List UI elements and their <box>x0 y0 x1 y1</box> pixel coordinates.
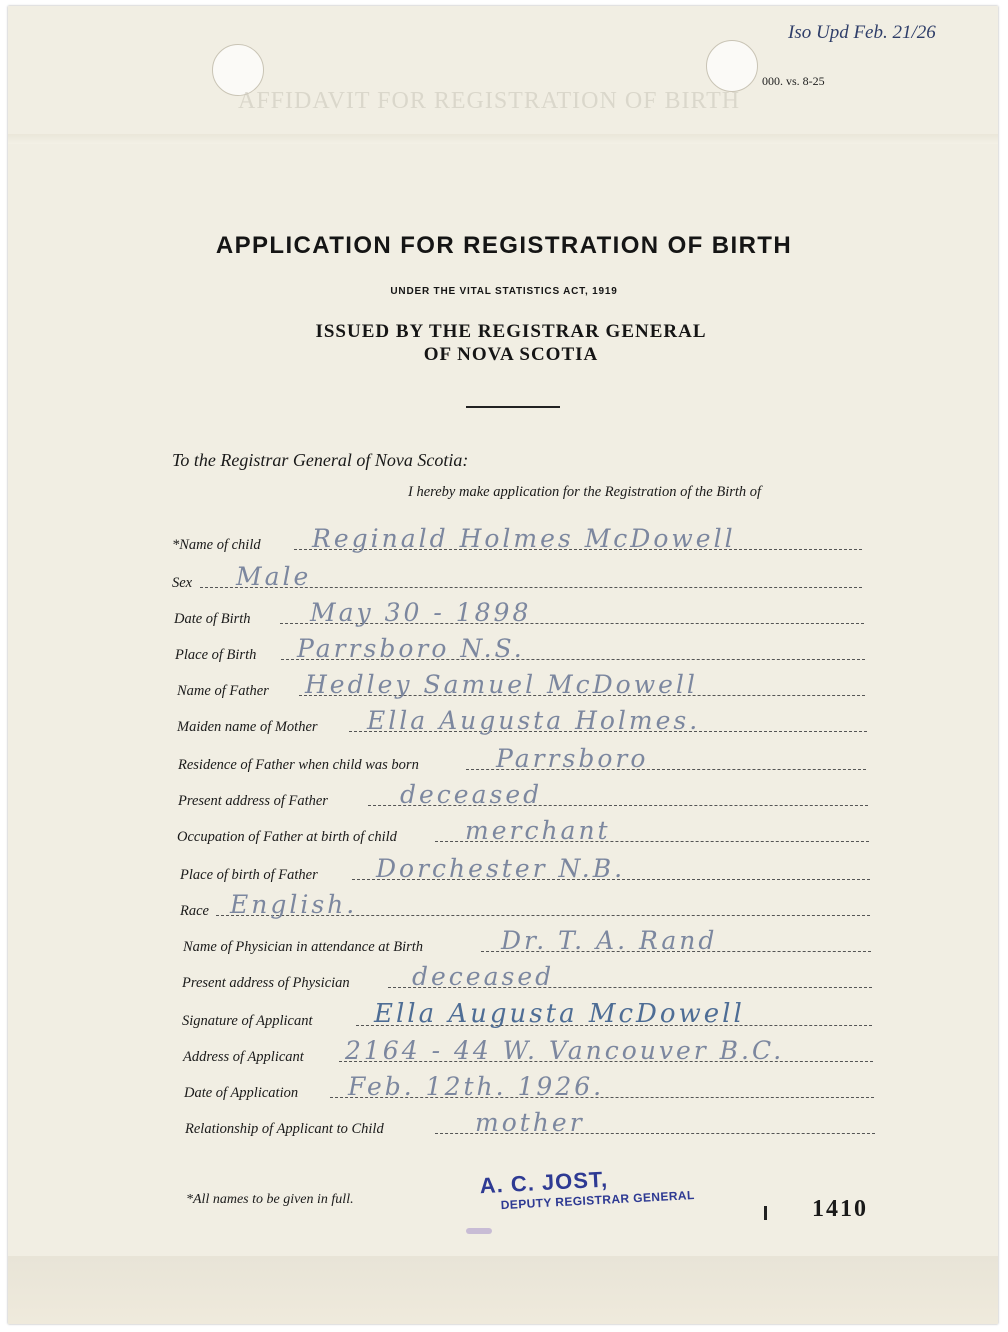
field-race <box>180 890 870 922</box>
act-subtitle: UNDER THE VITAL STATISTICS ACT, 1919 <box>390 286 618 297</box>
field-label: Name of Father <box>177 683 269 699</box>
field-label: Present address of Physician <box>182 975 350 991</box>
field-label: Race <box>180 903 209 919</box>
document-title: APPLICATION FOR REGISTRATION OF BIRTH <box>215 232 793 259</box>
field-label: Maiden name of Mother <box>177 719 318 735</box>
stamp-title: DEPUTY REGISTRAR GENERAL <box>500 1188 695 1213</box>
field-value: deceased <box>412 962 555 991</box>
field-date-of-application <box>184 1072 874 1104</box>
title-divider <box>466 406 560 408</box>
field-label: Occupation of Father at birth of child <box>177 829 397 845</box>
field-value: mother <box>475 1108 585 1137</box>
field-label: Date of Birth <box>174 611 251 627</box>
field-value: Parrsboro <box>496 744 649 773</box>
field-label: Relationship of Applicant to Child <box>185 1121 384 1137</box>
field-occupation-of-father <box>177 816 869 848</box>
footnote: *All names to be given in full. <box>186 1192 354 1207</box>
field-value: 2164 - 44 W. Vancouver B.C. <box>345 1036 785 1065</box>
field-place-of-birth <box>175 634 865 666</box>
issuer-line-2: OF NOVA SCOTIA <box>423 344 599 365</box>
field-label: Name of Physician in attendance at Birth <box>183 939 424 955</box>
stamp-name: A. C. JOST, <box>479 1166 609 1199</box>
field-label: Address of Applicant <box>183 1049 304 1065</box>
field-value: English. <box>230 890 358 919</box>
field-value: Feb. 12th. 1926. <box>348 1072 605 1101</box>
field-value: Ella Augusta Holmes. <box>367 706 701 735</box>
field-value: Hedley Samuel McDowell <box>305 670 698 699</box>
intro-line: I hereby make application for the Registration of the Birth of <box>408 484 762 500</box>
field-residence-of-father <box>178 744 866 776</box>
field-label: Place of Birth <box>175 647 257 663</box>
field-value: Parrsboro N.S. <box>297 634 525 663</box>
field-value: Ella Augusta McDowell <box>374 999 745 1029</box>
form-code: 000. vs. 8-25 <box>762 74 825 88</box>
field-label: Date of Application <box>184 1085 299 1101</box>
field-label: *Name of child <box>172 537 261 553</box>
field-value: Male <box>236 562 312 591</box>
registration-number: 1410 <box>812 1196 868 1222</box>
punch-hole-right <box>706 40 758 92</box>
field-value: May 30 - 1898 <box>310 598 532 627</box>
addressee-line: To the Registrar General of Nova Scotia: <box>172 450 469 470</box>
field-label: Place of birth of Father <box>180 867 318 883</box>
field-physician-name <box>183 926 871 958</box>
faded-back-title: AFFIDAVIT FOR REGISTRATION OF BIRTH <box>238 88 741 114</box>
field-signature-of-applicant <box>182 999 872 1032</box>
field-value: merchant <box>465 816 611 845</box>
number-mark <box>764 1206 767 1220</box>
field-present-address-of-father <box>178 780 868 812</box>
handwritten-note: Iso Upd Feb. 21/26 <box>788 22 936 43</box>
issuer-heading <box>0 320 1008 366</box>
field-date-of-birth <box>174 598 864 630</box>
field-label: Signature of Applicant <box>182 1013 313 1029</box>
issuer-line-1: ISSUED BY THE REGISTRAR GENERAL <box>315 321 707 342</box>
field-value: Reginald Holmes McDowell <box>312 524 736 553</box>
field-name-of-father <box>177 670 865 702</box>
field-label: Residence of Father when child was born <box>178 757 419 773</box>
field-physician-address <box>182 962 872 994</box>
field-value: Dr. T. A. Rand <box>501 926 718 955</box>
ink-smudge <box>466 1228 492 1234</box>
field-relationship-to-child <box>185 1108 875 1140</box>
field-sex <box>172 562 862 594</box>
field-label: Sex <box>172 575 193 591</box>
field-maiden-name-of-mother <box>177 706 867 738</box>
field-label: Present address of Father <box>178 793 328 809</box>
field-value: deceased <box>400 780 543 809</box>
field-name-of-child <box>172 524 862 556</box>
field-place-of-birth-of-father <box>180 854 870 886</box>
field-address-of-applicant <box>183 1036 873 1068</box>
field-value: Dorchester N.B. <box>376 854 626 883</box>
